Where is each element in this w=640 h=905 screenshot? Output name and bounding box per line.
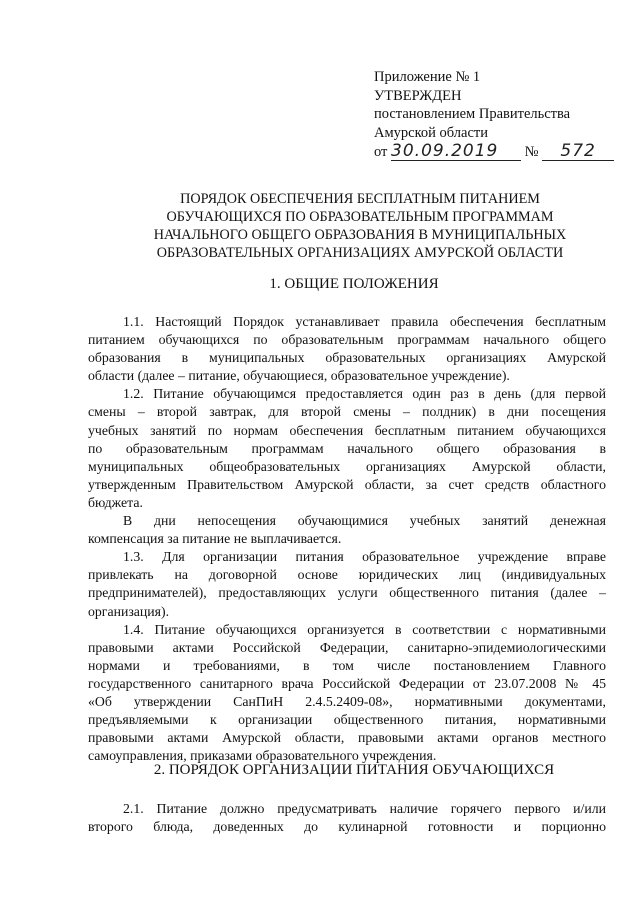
text-line: предъявляемыми к организации общественного питания, нормативными xyxy=(88,712,606,728)
number-prefix: № xyxy=(524,144,539,160)
appendix-number: Приложение № 1 xyxy=(374,69,481,85)
text-line: питанием обучающихся по образовательным программам начального общего xyxy=(88,332,606,348)
text-line: предпринимателей), предоставляющих услуги общественного питания (далее – xyxy=(88,585,606,601)
text-line: области (далее – питание, обучающиеся, образовательное учреждение). xyxy=(88,368,510,384)
handwritten-date: 30.09.2019 xyxy=(391,142,521,161)
approval-block xyxy=(374,68,614,162)
section-1-text xyxy=(88,313,606,765)
text-line: образования в муниципальных образовательных организациях Амурской xyxy=(88,350,606,366)
text-line: смены – второй завтрак, для второй смены – полдник) в дни посещения xyxy=(88,404,606,420)
text-line: правовыми актами Российской Федерации, санитарно-эпидемиологическими xyxy=(88,639,606,655)
text-line: 1.3. Для организации питания образовательное учреждение вправе xyxy=(123,549,606,565)
text-line: второго блюда, доведенных до кулинарной готовности и порционно xyxy=(88,819,606,835)
title-line: ОБРАЗОВАТЕЛЬНЫХ ОРГАНИЗАЦИЯХ АМУРСКОЙ ОБЛАСТИ xyxy=(156,245,564,261)
text-line: 1.1. Настоящий Порядок устанавливает правила обеспечения бесплатным xyxy=(123,314,606,329)
text-line: организация). xyxy=(88,603,170,619)
title-line: ОБУЧАЮЩИХСЯ ПО ОБРАЗОВАТЕЛЬНЫМ ПРОГРАММАМ xyxy=(166,209,554,225)
title-line: ПОРЯДОК ОБЕСПЕЧЕНИЯ БЕСПЛАТНЫМ ПИТАНИЕМ xyxy=(180,191,540,207)
section-2-text xyxy=(88,800,606,836)
text-line: бюджета. xyxy=(88,494,143,510)
title-line: НАЧАЛЬНОГО ОБЩЕГО ОБРАЗОВАНИЯ В МУНИЦИПАЛЬНЫХ xyxy=(153,227,567,243)
approved-stamp: УТВЕРЖДЕН xyxy=(374,87,462,104)
text-line: В дни непосещения обучающимися учебных занятий денежная xyxy=(123,513,606,529)
text-line: нормами и требованиями, в том числе постановлением Главного xyxy=(88,657,606,673)
text-line: утвержденным Правительством Амурской области, за счет средств областного xyxy=(88,476,606,492)
text-line: компенсация за питание не выплачивается. xyxy=(88,531,342,547)
text-line: учебных занятий по нормам обеспечения бесплатным питанием обучающихся xyxy=(88,422,606,438)
handwritten-number: 572 xyxy=(542,142,614,161)
text-line: муниципальных общеобразовательных организациях Амурской области, xyxy=(88,458,606,474)
text-line: 1.2. Питание обучающимся предоставляется один раз в день (для первой xyxy=(123,386,606,402)
document-title xyxy=(100,190,620,262)
text-line: привлекать на договорной основе юридических лиц (индивидуальных xyxy=(88,567,606,583)
text-line: по образовательным программам начального общего образования в xyxy=(88,440,606,456)
text-line: государственного санитарного врача Российской Федерации от 23.07.2008 № 45 xyxy=(88,675,606,691)
text-line: 2.1. Питание должно предусматривать наличие горячего первого и/или xyxy=(123,801,606,816)
approved-region: Амурской области xyxy=(374,124,488,141)
section-heading-organization: 2. ПОРЯДОК ОРГАНИЗАЦИИ ПИТАНИЯ ОБУЧАЮЩИХСЯ xyxy=(153,762,555,778)
text-line: «Об утверждении СанПиН 2.4.5.2409-08», нормативными документами, xyxy=(88,693,606,709)
text-line: правовыми актами Амурской области, правовыми актами органов местного xyxy=(88,730,606,746)
text-line: 1.4. Питание обучающихся организуется в соответствии с нормативными xyxy=(123,621,606,637)
text-line: самоуправления, приказами образовательного учреждения. xyxy=(88,748,437,764)
date-prefix: от xyxy=(374,144,388,160)
approved-by: постановлением Правительства xyxy=(374,106,571,122)
resolution-date-row xyxy=(374,142,614,162)
section-heading-general: 1. ОБЩИЕ ПОЛОЖЕНИЯ xyxy=(269,276,439,292)
